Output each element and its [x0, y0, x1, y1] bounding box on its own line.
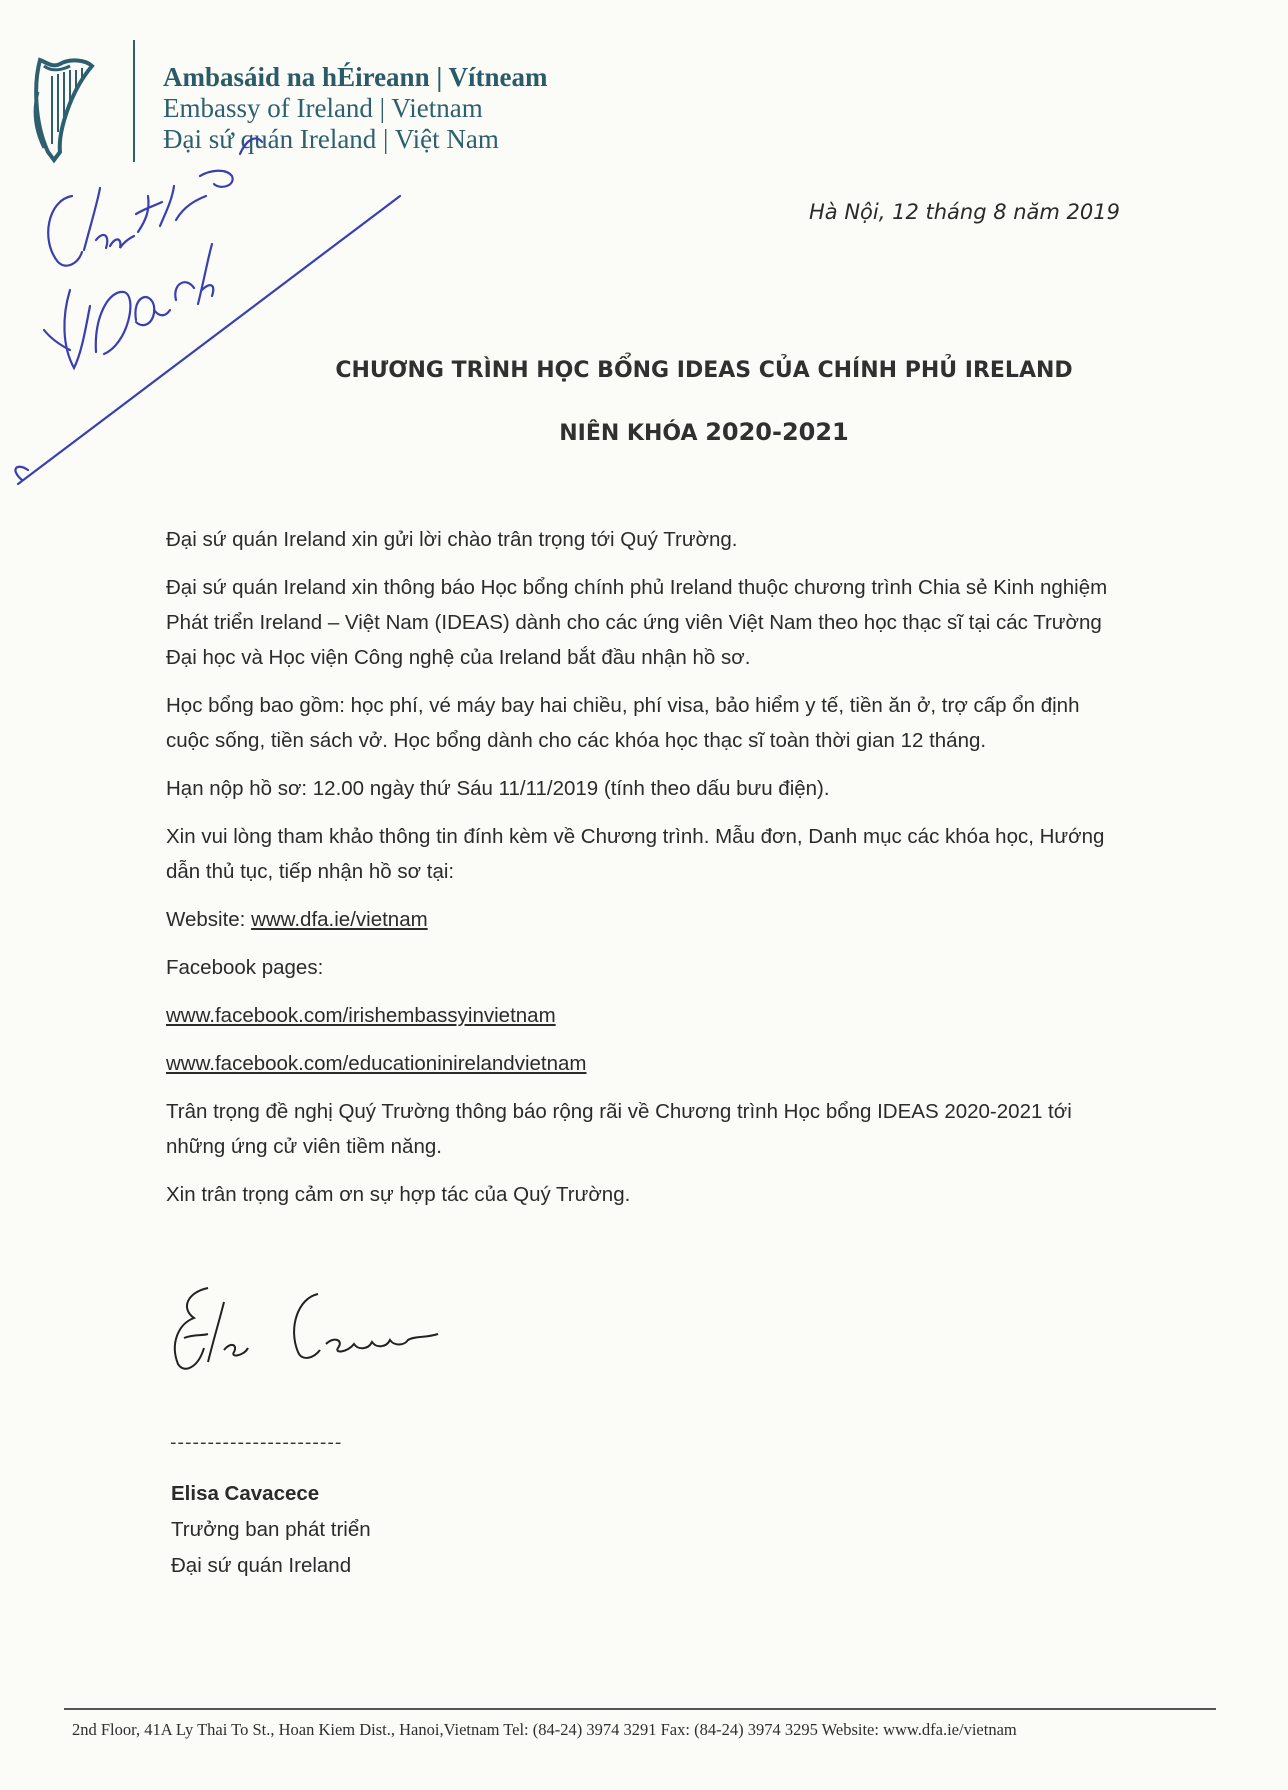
letterhead-english: Embassy of Ireland | Vietnam	[163, 93, 483, 123]
letter-title: CHƯƠNG TRÌNH HỌC BỔNG IDEAS CỦA CHÍNH PHỦ IRELAND	[335, 358, 1073, 383]
facebook-link-education[interactable]: www.facebook.com/educationinirelandvietnam	[166, 1052, 587, 1075]
letterhead	[163, 62, 548, 155]
greeting-paragraph: Đại sứ quán Ireland xin gửi lời chào trân trọng tới Quý Trường.	[166, 528, 738, 551]
signatory-org: Đại sứ quán Ireland	[171, 1554, 352, 1577]
letter-body	[166, 522, 1124, 1225]
coverage-paragraph: Học bổng bao gồm: học phí, vé máy bay hai chiều, phí visa, bảo hiểm y tế, tiền ăn ở, trợ cấp ổn định cuộc sống, tiền sách vở. Học bổng dành cho các khóa học thạc sĩ toàn thời gian 12 tháng.	[166, 694, 1080, 752]
footer-divider	[64, 1708, 1216, 1710]
subtitle-year: 2020-2021	[705, 418, 849, 446]
website-line	[166, 902, 1124, 937]
letterhead-vietnamese: Đại sứ quán Ireland | Việt Nam	[163, 124, 499, 154]
info-paragraph: Xin vui lòng tham khảo thông tin đính kèm về Chương trình. Mẫu đơn, Danh mục các khóa học, Hướng dẫn thủ tục, tiếp nhận hồ sơ tại:	[166, 825, 1105, 883]
closing-paragraph: Xin trân trọng cảm ơn sự hợp tác của Quý Trường.	[166, 1183, 631, 1206]
website-link[interactable]: www.dfa.ie/vietnam	[251, 908, 428, 931]
website-label: Website:	[166, 908, 252, 931]
announcement-paragraph: Đại sứ quán Ireland xin thông báo Học bổng chính phủ Ireland thuộc chương trình Chia sẻ Kinh nghiệm Phát triển Ireland – Việt Nam (IDEAS) dành cho các ứng viên Việt Nam theo học thạc sĩ tại các Trường Đại học và Học viện Công nghệ của Ireland bắt đầu nhận hồ sơ.	[166, 576, 1108, 669]
letterhead-irish: Ambasáid na hÉireann | Vítneam	[163, 62, 548, 92]
signature-line: -----------------------	[170, 1432, 343, 1453]
deadline-paragraph: Hạn nộp hồ sơ: 12.00 ngày thứ Sáu 11/11/2019 (tính theo dấu bưu điện).	[166, 777, 830, 800]
facebook-label: Facebook pages:	[166, 956, 324, 979]
handwritten-signature	[168, 1278, 448, 1388]
subtitle-prefix: NIÊN KHÓA	[559, 421, 706, 446]
facebook-link-embassy[interactable]: www.facebook.com/irishembassyinvietnam	[166, 1004, 556, 1027]
harp-emblem-icon	[30, 52, 100, 164]
footer-address: 2nd Floor, 41A Ly Thai To St., Hoan Kiem Dist., Hanoi,Vietnam Tel: (84-24) 3974 3291 Fax: (84-24) 3974 3295 Website: www.dfa.ie/vietnam	[72, 1720, 1017, 1739]
signatory-name: Elisa Cavacece	[171, 1482, 320, 1505]
letterhead-divider	[133, 40, 135, 162]
request-paragraph: Trân trọng đề nghị Quý Trường thông báo rộng rãi về Chương trình Học bổng IDEAS 2020-2021 tới những ứng cử viên tiềm năng.	[166, 1100, 1072, 1158]
letter-subtitle	[60, 418, 1288, 446]
letter-date: Hà Nội, 12 tháng 8 năm 2019	[809, 200, 1120, 224]
signatory-role: Trưởng ban phát triển	[171, 1518, 371, 1541]
signature-block	[171, 1476, 371, 1584]
